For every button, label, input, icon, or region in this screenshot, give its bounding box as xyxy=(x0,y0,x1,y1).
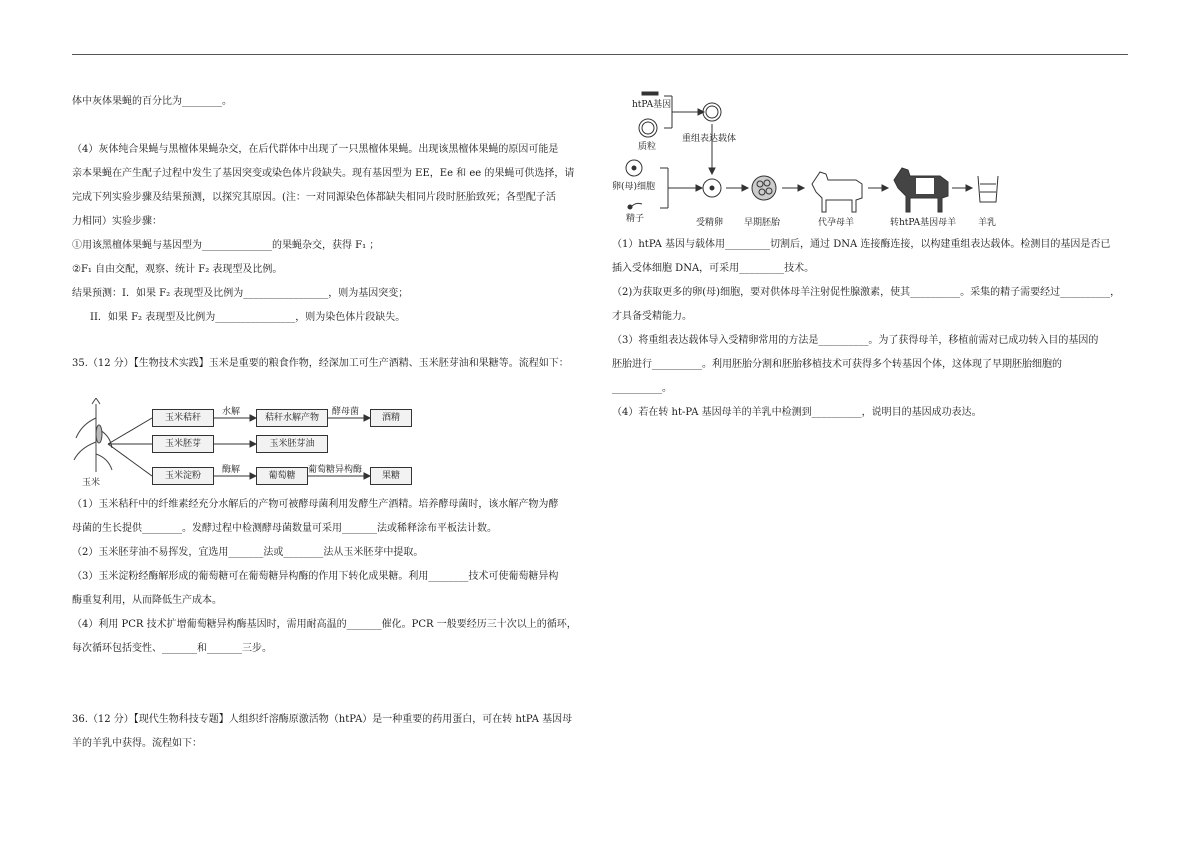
q35-line: （3）玉米淀粉经酶解形成的葡萄糖可在葡萄糖异构酶的作用下转化成果糖。利用________技术可使葡萄糖异构 xyxy=(72,571,559,582)
q34-4-line: 完成下列实验步骤及结果预测，以探究其原因。(注：一对同源染色体都缺失相同片段时胚胎致死；各型配子活 xyxy=(72,192,556,203)
transgenic-goat-icon xyxy=(894,168,948,212)
result-2: II．如果 F₂ 表现型及比例为________________，则为染色体片段缺失。 xyxy=(90,312,406,323)
q36-line: 36.（12 分）【现代生物科技专题】人组织纤溶酶原激活物（htPA）是一种重要的药用蛋白，可在转 htPA 基因母 xyxy=(72,714,573,725)
gene-icon xyxy=(642,92,658,95)
gene-label: htPA基因 xyxy=(632,100,672,110)
q34-4-line: 亲本果蝇在产生配子过程中发生了基因突变或染色体片段缺失。现有基因型为 EE，Ee 和 ee 的果蝇可供选择，请 xyxy=(72,168,575,179)
corn-label: 玉米 xyxy=(82,478,101,488)
transgenic-label: 转htPA基因母羊 xyxy=(890,218,957,228)
box-starch: 玉米淀粉 xyxy=(152,467,214,485)
corn-plant-icon xyxy=(74,398,112,472)
label-hydrolysis: 水解 xyxy=(222,407,241,417)
plasmid-label: 质粒 xyxy=(638,142,657,152)
sperm-icon xyxy=(632,203,642,206)
result-1: 结果预测：I．如果 F₂ 表现型及比例为_________________，则为基因突变； xyxy=(72,288,409,299)
q35-line: （2）玉米胚芽油不易挥发，宜选用_______法或________法从玉米胚芽中提取。 xyxy=(72,547,424,558)
embryo-icon xyxy=(752,176,776,200)
q36-right-line: 插入受体细胞 DNA，可采用_________技术。 xyxy=(612,263,815,274)
box-fructose: 果糖 xyxy=(370,467,412,485)
q36-right-line: （1）htPA 基因与载体用_________切割后，通过 DNA 连接酶连接，以构建重组表达载体。检测目的基因是否已 xyxy=(612,239,1111,250)
q36-right-line: 才具备受精能力。 xyxy=(612,311,692,322)
q35-title: 35.（12 分）【生物技术实践】玉米是重要的粮食作物，经深加工可生产酒精、玉米胚芽油和果糖等。流程如下： xyxy=(72,358,569,369)
q35-line: 酶重复利用，从而降低生产成本。 xyxy=(72,595,222,606)
vector-label: 重组表达载体 xyxy=(682,134,737,144)
sperm-label: 精子 xyxy=(626,214,645,224)
q34-4-line: 力相同）实验步骤： xyxy=(72,216,162,227)
zygote-label: 受精卵 xyxy=(696,218,724,228)
corn-flow-diagram xyxy=(72,398,432,490)
surrogate-goat-icon xyxy=(812,172,862,212)
q35-line: 每次循环包括变性、_______和_______三步。 xyxy=(72,643,272,654)
q36-line: 羊的羊乳中获得。流程如下： xyxy=(72,738,202,749)
step-2: ②F₁ 自由交配，观察、统计 F₂ 表现型及比例。 xyxy=(72,264,283,275)
surrogate-label: 代孕母羊 xyxy=(818,218,855,228)
htpa-flow-figure xyxy=(612,84,1032,234)
box-hydrolysate: 秸秆水解产物 xyxy=(256,409,328,427)
q34-4-line: （4）灰体纯合果蝇与黑檀体果蝇杂交，在后代群体中出现了一只黑檀体果蝇。出现该黑檀体果蝇的原因可能是 xyxy=(72,144,559,155)
box-alcohol: 酒精 xyxy=(370,409,412,427)
egg-label: 卵(母)细胞 xyxy=(612,182,656,192)
box-glucose: 葡萄糖 xyxy=(256,467,308,485)
box-germ: 玉米胚芽 xyxy=(152,435,214,453)
label-isomerase: 葡萄糖异构酶 xyxy=(308,465,363,475)
label-yeast: 酵母菌 xyxy=(332,407,360,417)
header-rule xyxy=(72,54,1128,55)
htpa-flow-drawing xyxy=(612,84,1032,234)
q36-right-line: （2)为获取更多的卵(母)细胞，要对供体母羊注射促性腺激素，使其__________。采集的精子需要经过__________， xyxy=(612,287,1121,298)
q34-tail: 体中灰体果蝇的百分比为________。 xyxy=(72,96,232,107)
milk-label: 羊乳 xyxy=(978,218,997,228)
q36-right-line: 胚胎进行__________。利用胚胎分割和胚胎移植技术可获得多个转基因个体，这体现了早期胚胎细胞的 xyxy=(612,359,1062,370)
q36-right-line: （3）将重组表达载体导入受精卵常用的方法是__________。为了获得母羊，移植前需对已成功转入目的基因的 xyxy=(612,335,1099,346)
q36-right-line: __________。 xyxy=(612,383,672,394)
label-enzymolysis: 酶解 xyxy=(222,465,241,475)
q35-line: 母菌的生长提供________。发酵过程中检测酵母菌数量可采用_______法或稀释涂布平板法计数。 xyxy=(72,523,497,534)
box-germ-oil: 玉米胚芽油 xyxy=(256,435,328,453)
q35-line: （4）利用 PCR 技术扩增葡萄糖异构酶基因时，需用耐高温的_______催化。PCR 一般要经历三十次以上的循环， xyxy=(72,619,577,630)
embryo-label: 早期胚胎 xyxy=(744,218,781,228)
q36-right-line: （4）若在转 ht-PA 基因母羊的羊乳中检测到__________，说明目的基因成功表达。 xyxy=(612,407,982,418)
step-1: ①用该黑檀体果蝇与基因型为______________的果蝇杂交，获得 F₁ ； xyxy=(72,240,380,251)
box-straw: 玉米秸秆 xyxy=(152,409,214,427)
milk-beaker-icon xyxy=(978,176,998,202)
q35-line: （1）玉米秸秆中的纤维素经充分水解后的产物可被酵母菌利用发酵生产酒精。培养酵母菌时，该水解产物为酵 xyxy=(72,499,559,510)
